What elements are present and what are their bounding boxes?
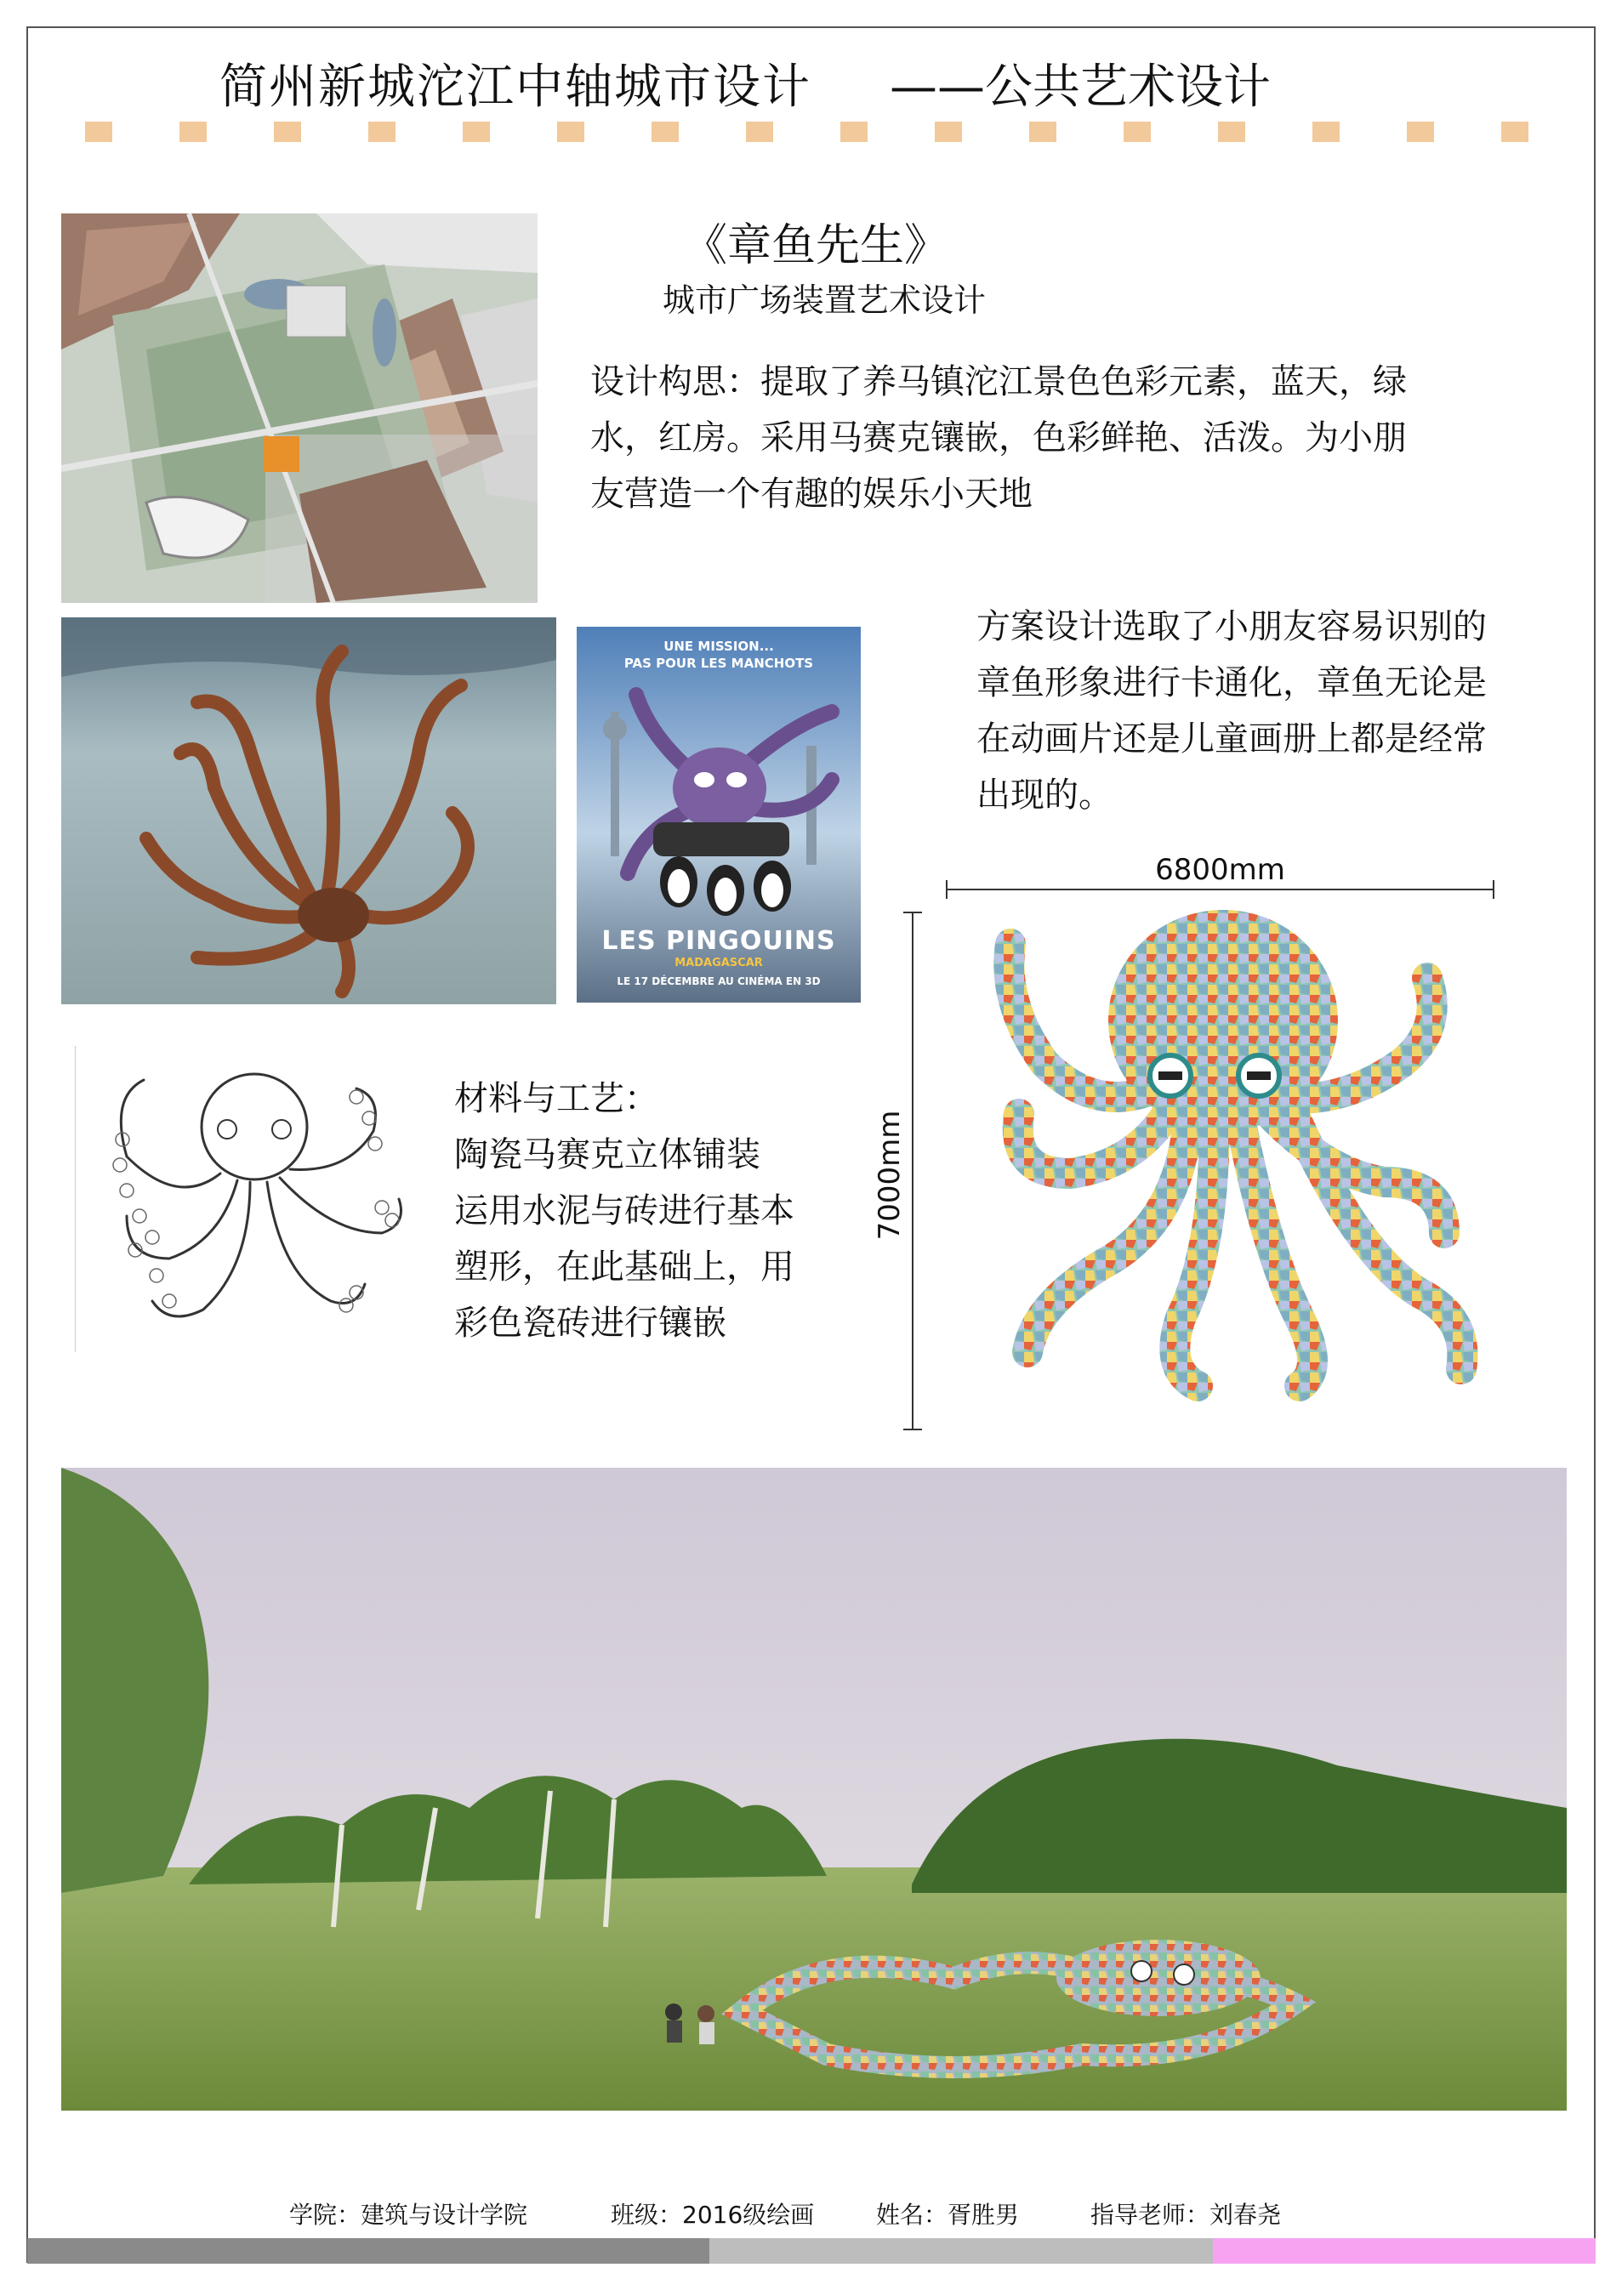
poster-title: LES PINGOUINS	[601, 926, 836, 956]
artwork-category: 城市广场装置艺术设计	[663, 281, 987, 319]
park-render-photo	[61, 1468, 1567, 2111]
material-line: 运用水泥与砖进行基本	[454, 1191, 794, 1230]
site-marker	[264, 436, 299, 472]
octopus-line-drawing	[75, 1046, 433, 1352]
sucker-circle	[350, 1090, 363, 1104]
footer-bar-dark	[27, 2238, 709, 2264]
sucker-circle	[120, 1184, 134, 1197]
footer-bar-pink	[1213, 2238, 1596, 2264]
height-dimension	[864, 912, 915, 1430]
concept-line: 设计构思：提取了养马镇沱江景色色彩元素，蓝天，绿	[590, 362, 1407, 401]
concept-line: 友营造一个有趣的娱乐小天地	[590, 475, 1033, 514]
footer-advisor: 指导老师：刘春尧	[1090, 2201, 1282, 2229]
octopus-photo	[61, 617, 556, 1004]
decorative-dot	[1407, 122, 1434, 142]
height-dimension-label: 7000mm	[873, 1110, 907, 1241]
decorative-dot	[463, 122, 490, 142]
scheme-line: 章鱼形象进行卡通化，章鱼无论是	[976, 663, 1487, 702]
decorative-dot	[1029, 122, 1056, 142]
decorative-dot	[935, 122, 962, 142]
sucker-circle	[385, 1213, 399, 1227]
decorative-dot	[652, 122, 679, 142]
sucker-circle	[113, 1158, 127, 1172]
poster-release: LE 17 DÉCEMBRE AU CINÉMA EN 3D	[617, 975, 821, 987]
design-concept-text	[590, 354, 1568, 522]
mosaic-octopus-render	[942, 893, 1504, 1437]
material-line: 彩色瓷砖进行镶嵌	[454, 1304, 726, 1343]
footer-college: 学院：建筑与设计学院	[289, 2201, 528, 2229]
scheme-text	[976, 599, 1589, 823]
sucker-circle	[162, 1294, 176, 1308]
poster-tagline: PAS POUR LES MANCHOTS	[623, 656, 814, 671]
footer-class: 班级：2016级绘画	[611, 2201, 815, 2229]
poster-illustration	[577, 678, 861, 916]
site-plan-image	[61, 213, 538, 603]
decorative-dot	[1218, 122, 1245, 142]
material-line: 材料与工艺：	[454, 1079, 658, 1118]
material-text	[454, 1071, 896, 1351]
sucker-circle	[368, 1137, 382, 1151]
decorative-dot	[368, 122, 396, 142]
sucker-circle	[145, 1230, 159, 1244]
footer-student-name: 姓名：胥胜男	[876, 2201, 1020, 2229]
decorative-dot	[85, 122, 112, 142]
scheme-line: 在动画片还是儿童画册上都是经常	[976, 719, 1487, 759]
decorative-dot	[1501, 122, 1528, 142]
material-line: 塑形，在此基础上，用	[454, 1247, 794, 1287]
decorative-dot	[179, 122, 207, 142]
material-line: 陶瓷马赛克立体铺装	[454, 1135, 760, 1174]
decorative-dot-row	[85, 122, 1531, 142]
page-subtitle: ——公共艺术设计	[890, 60, 1271, 115]
decorative-dot	[557, 122, 584, 142]
sucker-circle	[339, 1299, 353, 1312]
artwork-title: 《章鱼先生》	[683, 220, 949, 271]
decorative-dot	[746, 122, 773, 142]
page-title: 简州新城沱江中轴城市设计	[219, 60, 811, 115]
scheme-line: 方案设计选取了小朋友容易识别的	[976, 607, 1487, 646]
decorative-dot	[1124, 122, 1151, 142]
sucker-circle	[362, 1111, 376, 1125]
poster-logo: MADAGASCAR	[674, 957, 763, 969]
octopus-photo-drawing	[61, 617, 556, 1004]
scheme-line: 出现的。	[976, 776, 1113, 815]
site-plan-drawing	[61, 213, 538, 603]
poster-tagline: UNE MISSION...	[663, 639, 774, 654]
park-render-drawing	[61, 1468, 1567, 2111]
sucker-circle	[150, 1269, 163, 1282]
decorative-dot	[840, 122, 868, 142]
decorative-dot	[1312, 122, 1340, 142]
mosaic-octopus-svg	[942, 893, 1504, 1437]
movie-poster	[577, 627, 861, 1003]
width-dimension	[946, 853, 1494, 887]
footer-bar-light	[709, 2238, 1213, 2264]
line-drawing-svg	[76, 1046, 433, 1352]
sucker-circle	[133, 1209, 146, 1223]
width-dimension-label: 6800mm	[1155, 853, 1285, 887]
sucker-circle	[375, 1201, 389, 1214]
decorative-dot	[274, 122, 301, 142]
concept-line: 水，红房。采用马赛克镶嵌，色彩鲜艳、活泼。为小朋	[590, 418, 1407, 457]
